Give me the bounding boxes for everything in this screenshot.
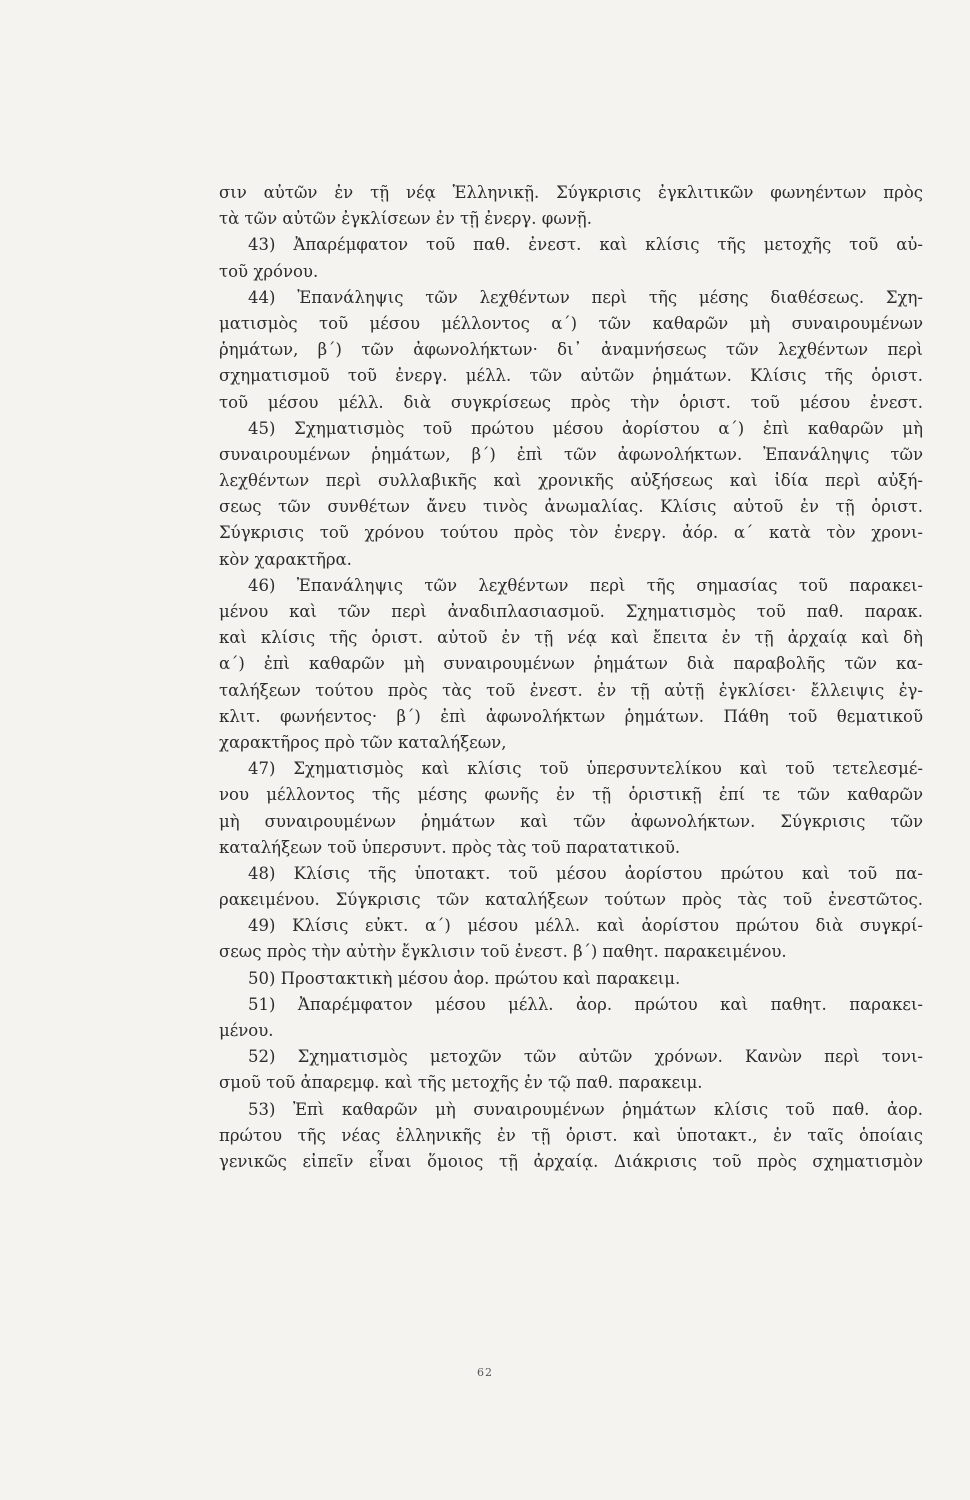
text-line: χαρακτῆρος πρὸ τῶν καταλήξεων,	[219, 732, 507, 752]
text-line: κὸν χαρακτῆρα.	[219, 549, 352, 569]
text-line: ρακειμένου. Σύγκρισις τῶν καταλήξεων τούτων πρὸς τὰς τοῦ ἐνεστῶτος.	[219, 890, 923, 910]
text-line: ταλήξεων τούτου πρὸς τὰς τοῦ ἐνεστ. ἐν τῇ αὐτῇ ἐγκλίσει· ἔλλειψις ἐγ-	[219, 680, 923, 700]
page-number: 62	[477, 1366, 493, 1379]
text-line: γενικῶς εἰπεῖν εἶναι ὅμοιος τῇ ἀρχαίᾳ. Διάκρισις τοῦ πρὸς σχηματισμὸν	[219, 1151, 923, 1171]
text-line: λεχθέντων περὶ συλλαβικῆς καὶ χρονικῆς αὐξήσεως καὶ ἰδία περὶ αὐξή-	[219, 471, 923, 491]
text-line: ματισμὸς τοῦ μέσου μέλλοντος α΄) τῶν καθαρῶν μὴ συναιρουμένων	[219, 313, 923, 333]
section-51-line: 51) Ἀπαρέμφατον μέσου μέλλ. ἀορ. πρώτου καὶ παθητ. παρακει-	[248, 994, 923, 1014]
section-49-line: 49) Κλίσις εὐκτ. α΄) μέσου μέλλ. καὶ ἀορίστου πρώτου διὰ συγκρί-	[248, 916, 923, 936]
text-line: σχηματισμοῦ τοῦ ἐνεργ. μέλλ. τῶν αὐτῶν ῥημάτων. Κλίσις τῆς ὁριστ.	[219, 366, 923, 386]
section-46-line: 46) Ἐπανάληψις τῶν λεχθέντων περὶ τῆς σημασίας τοῦ παρακει-	[248, 575, 923, 595]
section-50-line: 50) Προστακτικὴ μέσου ἀορ. πρώτου καὶ παρακειμ.	[248, 968, 681, 988]
text-line: καταλήξεων τοῦ ὑπερσυντ. πρὸς τὰς τοῦ παρατατικοῦ.	[219, 837, 681, 857]
section-47-line: 47) Σχηματισμὸς καὶ κλίσις τοῦ ὑπερσυντελίκου καὶ τοῦ τετελεσμέ-	[248, 759, 923, 779]
text-line: σμοῦ τοῦ ἀπαρεμφ. καὶ τῆς μετοχῆς ἐν τῷ παθ. παρακειμ.	[219, 1073, 703, 1093]
text-line: τοῦ μέσου μέλλ. διὰ συγκρίσεως πρὸς τὴν ὁριστ. τοῦ μέσου ἐνεστ.	[219, 392, 923, 412]
section-44-line: 44) Ἐπανάληψις τῶν λεχθέντων περὶ τῆς μέσης διαθέσεως. Σχη-	[248, 287, 923, 307]
text-line: κλιτ. φωνήεντος· β΄) ἐπὶ ἀφωνολήκτων ῥημάτων. Πάθη τοῦ θεματικοῦ	[219, 706, 923, 726]
text-line: σεως πρὸς τὴν αὐτὴν ἔγκλισιν τοῦ ἐνεστ. β΄) παθητ. παρακειμένου.	[219, 942, 787, 962]
text-line: ῥημάτων, β΄) τῶν ἀφωνολήκτων· δι᾽ ἀναμνήσεως τῶν λεχθέντων περὶ	[219, 340, 923, 360]
section-48-line: 48) Κλίσις τῆς ὑποτακτ. τοῦ μέσου ἀορίστου πρώτου καὶ τοῦ πα-	[248, 863, 923, 883]
text-line: τοῦ χρόνου.	[219, 261, 319, 281]
section-45-line: 45) Σχηματισμὸς τοῦ πρώτου μέσου ἀορίστου α΄) ἐπὶ καθαρῶν μὴ	[248, 418, 923, 438]
body-text	[219, 180, 923, 1175]
text-line: καὶ κλίσις τῆς ὁριστ. αὐτοῦ ἐν τῇ νέᾳ καὶ ἔπειτα ἐν τῇ ἀρχαίᾳ καὶ δὴ	[219, 628, 923, 648]
text-line: μένου καὶ τῶν περὶ ἀναδιπλασιασμοῦ. Σχηματισμὸς τοῦ παθ. παρακ.	[219, 602, 923, 621]
text-line: μένου.	[219, 1021, 274, 1040]
text-line: α΄) ἐπὶ καθαρῶν μὴ συναιρουμένων ῥημάτων διὰ παραβολῆς τῶν κα-	[219, 654, 923, 674]
text-line: συναιρουμένων ῥημάτων, β΄) ἐπὶ τῶν ἀφωνολήκτων. Ἐπανάληψις τῶν	[219, 444, 923, 464]
text-line: μὴ συναιρουμένων ῥημάτων καὶ τῶν ἀφωνολήκτων. Σύγκρισις τῶν	[219, 811, 923, 831]
text-line: σιν αὐτῶν ἐν τῇ νέᾳ Ἑλληνικῇ. Σύγκρισις ἐγκλιτικῶν φωνηέντων πρὸς	[219, 183, 923, 202]
section-43-line: 43) Ἀπαρέμφατον τοῦ παθ. ἐνεστ. καὶ κλίσις τῆς μετοχῆς τοῦ αὐ-	[248, 235, 923, 255]
text-line: νου μέλλοντος τῆς μέσης φωνῆς ἐν τῇ ὁριστικῇ ἐπί τε τῶν καθαρῶν	[219, 785, 923, 805]
text-line: Σύγκρισις τοῦ χρόνου τούτου πρὸς τὸν ἐνεργ. ἀόρ. α΄ κατὰ τὸν χρονι-	[219, 523, 923, 543]
text-line: τὰ τῶν αὐτῶν ἐγκλίσεων ἐν τῇ ἐνεργ. φωνῇ.	[219, 209, 592, 229]
text-line: σεως τῶν συνθέτων ἄνευ τινὸς ἀνωμαλίας. Κλίσις αὐτοῦ ἐν τῇ ὁριστ.	[219, 497, 923, 517]
section-52-line: 52) Σχηματισμὸς μετοχῶν τῶν αὐτῶν χρόνων. Κανὼν περὶ τονι-	[248, 1047, 923, 1067]
section-53-line: 53) Ἐπὶ καθαρῶν μὴ συναιρουμένων ῥημάτων κλίσις τοῦ παθ. ἀορ.	[248, 1099, 923, 1119]
text-line: πρώτου τῆς νέας ἑλληνικῆς ἐν τῇ ὁριστ. καὶ ὑποτακτ., ἐν ταῖς ὁποίαις	[219, 1125, 923, 1145]
